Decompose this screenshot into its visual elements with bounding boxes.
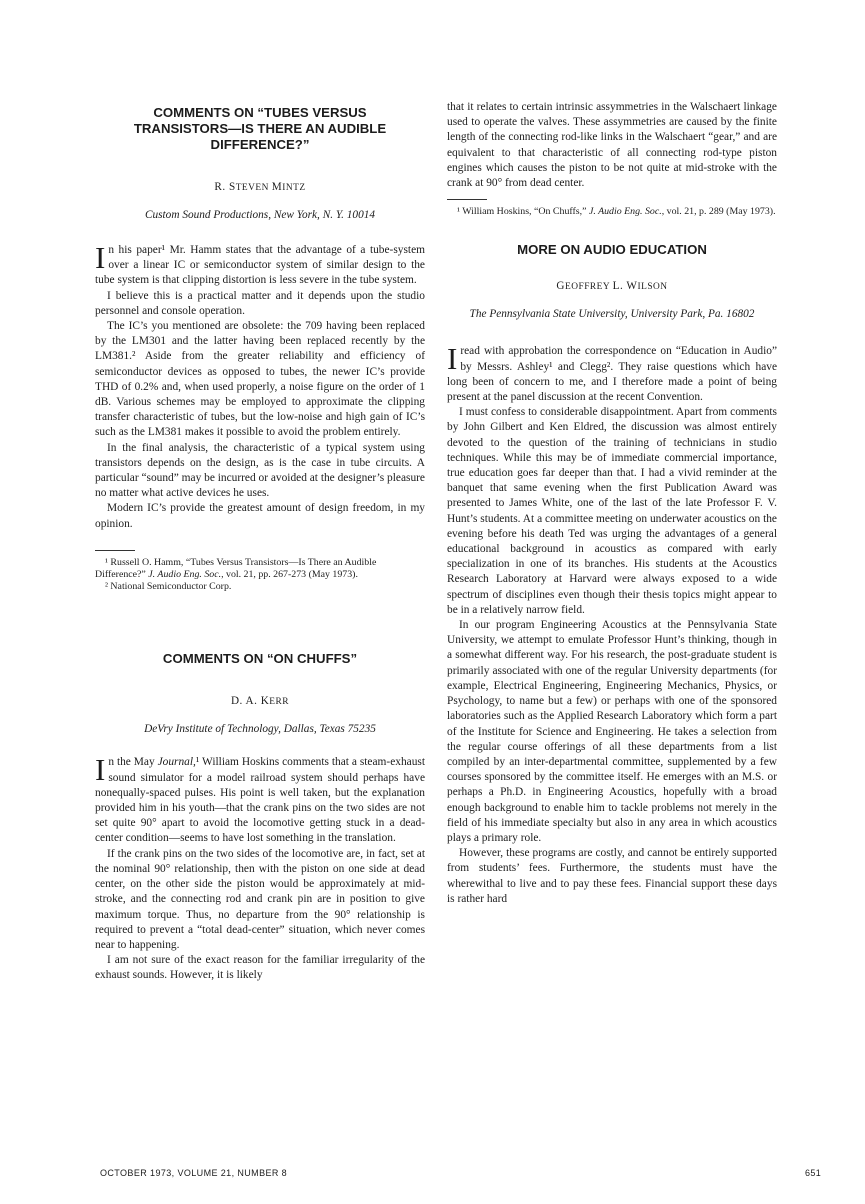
article-author: GEOFFREY L. WILSON	[556, 280, 668, 293]
body-paragraph: If the crank pins on the two sides of the locomotive are, in fact, set at the nominal 90° relationship, then with the piston on one side at dead center, on the other side the piston would be approximately at mid-stroke, and the connecting rod and crank pin are in position to give maximum torque. Thus, no departure from the 90° relationship is required to prevent a “total dead-center” situation, which never comes near to happening.	[95, 847, 425, 951]
footnote: ¹ Russell O. Hamm, “Tubes Versus Transistors—Is There an Audible Difference?” J. Audio Eng. Soc., vol. 21, pp. 267-273 (May 1973).	[95, 556, 377, 581]
body-paragraph: In our program Engineering Acoustics at the Pennsylvania State University, we attempt to emulate Professor Hunt’s thinking, though in a somewhat different way. For his research, the post-graduate student is primarily associated with one of the regular University departments (for example, Electrical Engineering, Engineering Mechanics, Physics, or Psychology, to name but a few) or perhaps with one of the sponsored laboratories such as the Applied Research Laboratory which form a part of the Institute for Science and Engineering. He takes a selection from the regular course offerings of all these departments from a list compiled by an inter-departmental committee, supplemented by a few courses sponsored by the committee itself. He emerges with an M.S. or perhaps a Ph.D. in Engineering Acoustics, hopefully with a broad enough background to enable him to tackle problems not merely in the field of his immediate specialty but also in any area in which acoustics plays a primary role.	[447, 619, 777, 844]
body-paragraph: However, these programs are costly, and cannot be entirely supported from students’ fees. Furthermore, the students must have the wherewithal to live and to pay these fees. Financial support these days is rather hard	[447, 847, 777, 905]
body-paragraph: Iread with approbation the correspondence on “Education in Audio” by Messrs. Ashley¹ and Clegg². They raise questions which have long been of concern to me, and I therefore made a point of being present at the panel discussion at the recent Convention.	[447, 341, 777, 404]
article-author: D. A. KERR	[230, 695, 290, 708]
body-paragraph-continued: that it relates to certain intrinsic assymmetries in the Walschaert linkage used to operate the valves. These assymmetries are caused by the finite length of the connecting rod-like links in the Walschaert “gear,” and are equivalent to that characteristic of all connecting rod-type piston engines which causes the piston to be not quite at mid-stroke with the crank at 90° from dead center.	[447, 101, 777, 190]
body-paragraph: In his paper¹ Mr. Hamm states that the advantage of a tube-system over a linear IC or semiconductor system of similar design to the tube system is that clipping distortion is less severe in the tube system.	[95, 240, 425, 287]
article-affiliation: Custom Sound Productions, New York, N. Y. 10014	[144, 209, 376, 221]
drop-cap: I	[95, 752, 106, 788]
article-title: MORE ON AUDIO EDUCATION	[517, 242, 707, 258]
article-title: COMMENTS ON “TUBES VERSUS TRANSISTORS—IS THERE AN AUDIBLE DIFFERENCE?”	[133, 105, 387, 152]
article-title: COMMENTS ON “ON CHUFFS”	[162, 651, 358, 667]
article-affiliation: DeVry Institute of Technology, Dallas, Texas 75235	[144, 723, 376, 736]
footnote: ¹ William Hoskins, “On Chuffs,” J. Audio Eng. Soc., vol. 21, p. 289 (May 1973).	[457, 206, 776, 218]
footnote: ² National Semiconductor Corp.	[105, 581, 232, 593]
drop-cap: I	[95, 240, 106, 275]
article-education	[447, 242, 777, 907]
body-paragraph: In the May Journal,¹ William Hoskins comments that a steam-exhaust sound simulator for a model railroad system should perhaps have nonequally-spaced pulses. His point is well taken, but the explanation provided him in his youth—that the crank pins on the two sides are not set quite 90° apart to avoid the locomotive getting stuck in a dead-center condition—seems to have lost something in the translation.	[95, 752, 425, 845]
body-paragraph: The IC’s you mentioned are obsolete: the 709 having been replaced by the LM301 and the latter having been replaced recently by the LM381.² Aside from the greater reliability and efficiency of semiconductor devices as opposed to tubes, the newer IC’s provide THD of 0.2% and, when used properly, a noise figure on the order of 1 dB. Various schemes may be employed to approximate the clipping transfer characteristic of tubes, but the low-noise and high gain of IC’s such as the LM381 makes it possible to avoid the problem entirely.	[95, 320, 425, 439]
article-tubes	[95, 105, 425, 593]
article-body	[95, 752, 425, 983]
footnote-rule	[95, 550, 135, 551]
drop-cap: I	[447, 341, 458, 377]
article-author: R. STEVEN MINTZ	[214, 181, 306, 193]
page-number: 651	[805, 1168, 822, 1178]
body-paragraph: I am not sure of the exact reason for the familiar irregularity of the exhaust sounds. However, it is likely	[95, 954, 425, 982]
article-affiliation: The Pennsylvania State University, University Park, Pa. 16802	[469, 308, 755, 321]
article-body	[95, 240, 425, 532]
body-paragraph: I must confess to considerable disappointment. Apart from comments by John Gilbert and Ken Eldred, the discussion was almost entirely devoted to the question of the training of technicians in studio techniques. While this may be of immediate commercial importance, true education goes far deeper than that. I had a vivid reminder at the banquet that same evening when the first Publication Award was presented to James White, one of the last of the late Professor F. V. Hunt’s students. At a committee meeting on underwater acoustics on the evening before his death Ted was urging the advantages of a general educational background in acoustics as compared with early specialization in one of its branches. His students at the Acoustics Research Laboratory at Harvard were always exposed to a wide spectrum of disciplines even though their thesis topics might appear to be in a relatively narrow field.	[447, 406, 777, 616]
left-column	[95, 100, 425, 984]
footnote-rule	[447, 199, 487, 200]
right-column	[447, 100, 777, 907]
body-paragraph: In the final analysis, the characteristic of a typical system using transistors depends on the design, as is the case in tube circuits. A particular “sound” may be incurred or avoided at the designer’s pleasure no matter what active devices he uses.	[95, 441, 425, 500]
article-chuffs	[95, 651, 425, 983]
body-paragraph: I believe this is a practical matter and it depends upon the studio personnel and console operation.	[95, 289, 425, 317]
page-footer-issue: OCTOBER 1973, VOLUME 21, NUMBER 8	[100, 1168, 288, 1178]
body-paragraph: Modern IC’s provide the greatest amount of design freedom, in my opinion.	[95, 502, 425, 530]
article-body	[447, 341, 777, 907]
